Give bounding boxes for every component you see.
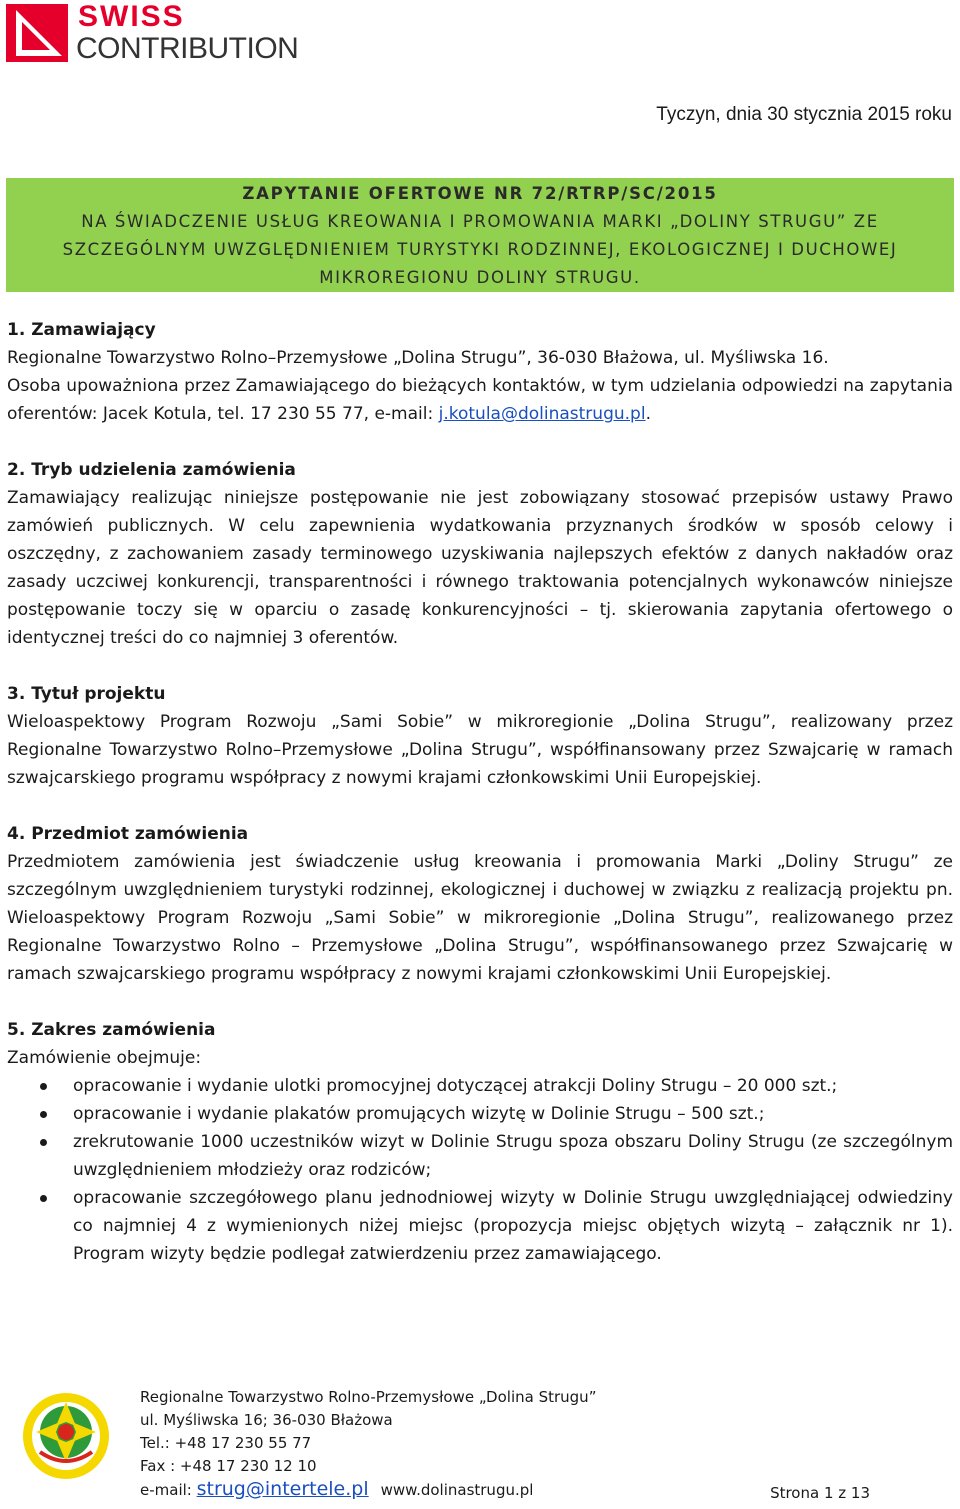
footer-address [140, 1386, 596, 1502]
section-przedmiot [7, 820, 953, 988]
section-5-heading: 5. Zakres zamówienia [7, 1020, 216, 1040]
swiss-flag-icon [6, 4, 68, 62]
list-item: opracowanie i wydanie ulotki promocyjnej dotyczącej atrakcji Doliny Strugu – 20 000 szt.; [7, 1072, 953, 1100]
banner-line-2: NA ŚWIADCZENIE USŁUG KREOWANIA I PROMOWANIA MARKI „DOLINY STRUGU” ZE [81, 212, 879, 231]
list-item: opracowanie szczegółowego planu jednodniowej wizyty w Dolinie Strugu uwzględniającej odwiedziny co najmniej 4 z wymienionych niżej miejsc (propozycja miejsc objętych wizytą – załącznik nr 1). Program wizyty będzie podlegał zatwierdzeniu przez zamawiającego. [7, 1184, 953, 1268]
section-1-heading: 1. Zamawiający [7, 320, 156, 340]
banner-line-3: SZCZEGÓLNYM UWZGLĘDNIENIEM TURYSTYKI RODZINNEJ, EKOLOGICZNEJ I DUCHOWEJ [62, 240, 898, 259]
section-zakres [7, 1016, 953, 1268]
document-body [7, 316, 953, 1268]
section-4-heading: 4. Przedmiot zamówienia [7, 824, 249, 844]
section-2-heading: 2. Tryb udzielenia zamówienia [7, 460, 296, 480]
section-tryb [7, 456, 953, 652]
footer-org: Regionalne Towarzystwo Rolno-Przemysłowe „Dolina Strugu” [140, 1388, 597, 1406]
title-banner [6, 178, 954, 292]
section-4-text: Przedmiotem zamówienia jest świadczenie usług kreowania i promowania Marki „Doliny Strugu” ze szczególnym uwzględnieniem turystyki rodzinnej, ekologicznej i duchowej w związku z realizacją projektu pn. Wieloaspektowy Program Rozwoju „Sami Sobie” w mikroregionie „Dolina Strugu”, realizowanego przez Regionalne Towarzystwo Rolno – Przemysłowe „Dolina Strugu”, współfinansowanego przez Szwajcarię w ramach szwajcarskiego programu współpracy z nowymi krajami członkowskimi Unii Europejskiej. [7, 852, 953, 984]
section-5-intro: Zamówienie obejmuje: [7, 1048, 202, 1068]
footer-email-label: e-mail: [140, 1481, 197, 1499]
footer-tel: Tel.: +48 17 230 55 77 [140, 1434, 312, 1452]
footer-contact-line [140, 1478, 596, 1502]
document-date: Tyczyn, dnia 30 stycznia 2015 roku [656, 104, 952, 125]
section-2-text: Zamawiający realizując niniejsze postępowanie nie jest zobowiązany stosować przepisów ustawy Prawo zamówień publicznych. W celu zapewnienia wydatkowania przyznanych środków w sposób celowy i oszczędny, z zachowaniem zasady terminowego uzyskiwania najlepszych efektów z danych nakładów oraz zasady uczciwej konkurencji, transparentności i równego traktowania potencjalnych wykonawców niniejsze postępowanie toczy się w oparciu o zasadę konkurencyjności – tj. skierowania zapytania ofertowego o identycznej treści do co najmniej 3 oferentów. [7, 488, 953, 648]
dolina-strugu-logo [20, 1386, 112, 1486]
section-3-text: Wieloaspektowy Program Rozwoju „Sami Sobie” w mikroregionie „Dolina Strugu”, realizowany przez Regionalne Towarzystwo Rolno–Przemysłowe „Dolina Strugu”, współfinansowany przez Szwajcarię w ramach szwajcarskiego programu współpracy z nowymi krajami członkowskimi Unii Europejskiej. [7, 712, 953, 788]
section-tytul [7, 680, 953, 792]
section-3-heading: 3. Tytuł projektu [7, 684, 166, 704]
section-1-line-1: Regionalne Towarzystwo Rolno–Przemysłowe „Dolina Strugu”, 36-030 Błażowa, ul. Myśliwska 16. [7, 348, 829, 368]
section-1-contact-text: Osoba upoważniona przez Zamawiającego do bieżących kontaktów, w tym udzielania odpowiedzi na zapytania oferentów: Jacek Kotula, tel. 17 230 55 77, e-mail: [7, 376, 953, 424]
footer-fax: Fax : +48 17 230 12 10 [140, 1457, 317, 1475]
scope-list [7, 1072, 953, 1268]
logo-line-contribution: CONTRIBUTION [76, 32, 299, 65]
logo-line-swiss: SWISS [78, 0, 185, 33]
banner-line-1: ZAPYTANIE OFERTOWE NR 72/RTRP/SC/2015 [242, 184, 718, 203]
footer-street: ul. Myśliwska 16; 36-030 Błażowa [140, 1411, 393, 1429]
footer-website[interactable]: www.dolinastrugu.pl [380, 1481, 534, 1499]
banner-line-4: MIKROREGIONU DOLINY STRUGU. [319, 268, 641, 287]
swiss-contribution-logo [6, 0, 306, 68]
section-1-end: . [645, 404, 651, 424]
footer-email-link[interactable]: strug@intertele.pl [196, 1478, 369, 1500]
page-footer [0, 1380, 960, 1509]
contact-email-link[interactable]: j.kotula@dolinastrugu.pl [438, 404, 646, 424]
page-number: Strona 1 z 13 [770, 1484, 870, 1502]
list-item: opracowanie i wydanie plakatów promujących wizytę w Dolinie Strugu – 500 szt.; [7, 1100, 953, 1128]
section-1-contact [7, 372, 953, 428]
section-zamawiajacy [7, 316, 953, 428]
list-item: zrekrutowanie 1000 uczestników wizyt w Dolinie Strugu spoza obszaru Doliny Strugu (ze szczególnym uwzględnieniem młodzieży oraz rodziców; [7, 1128, 953, 1184]
